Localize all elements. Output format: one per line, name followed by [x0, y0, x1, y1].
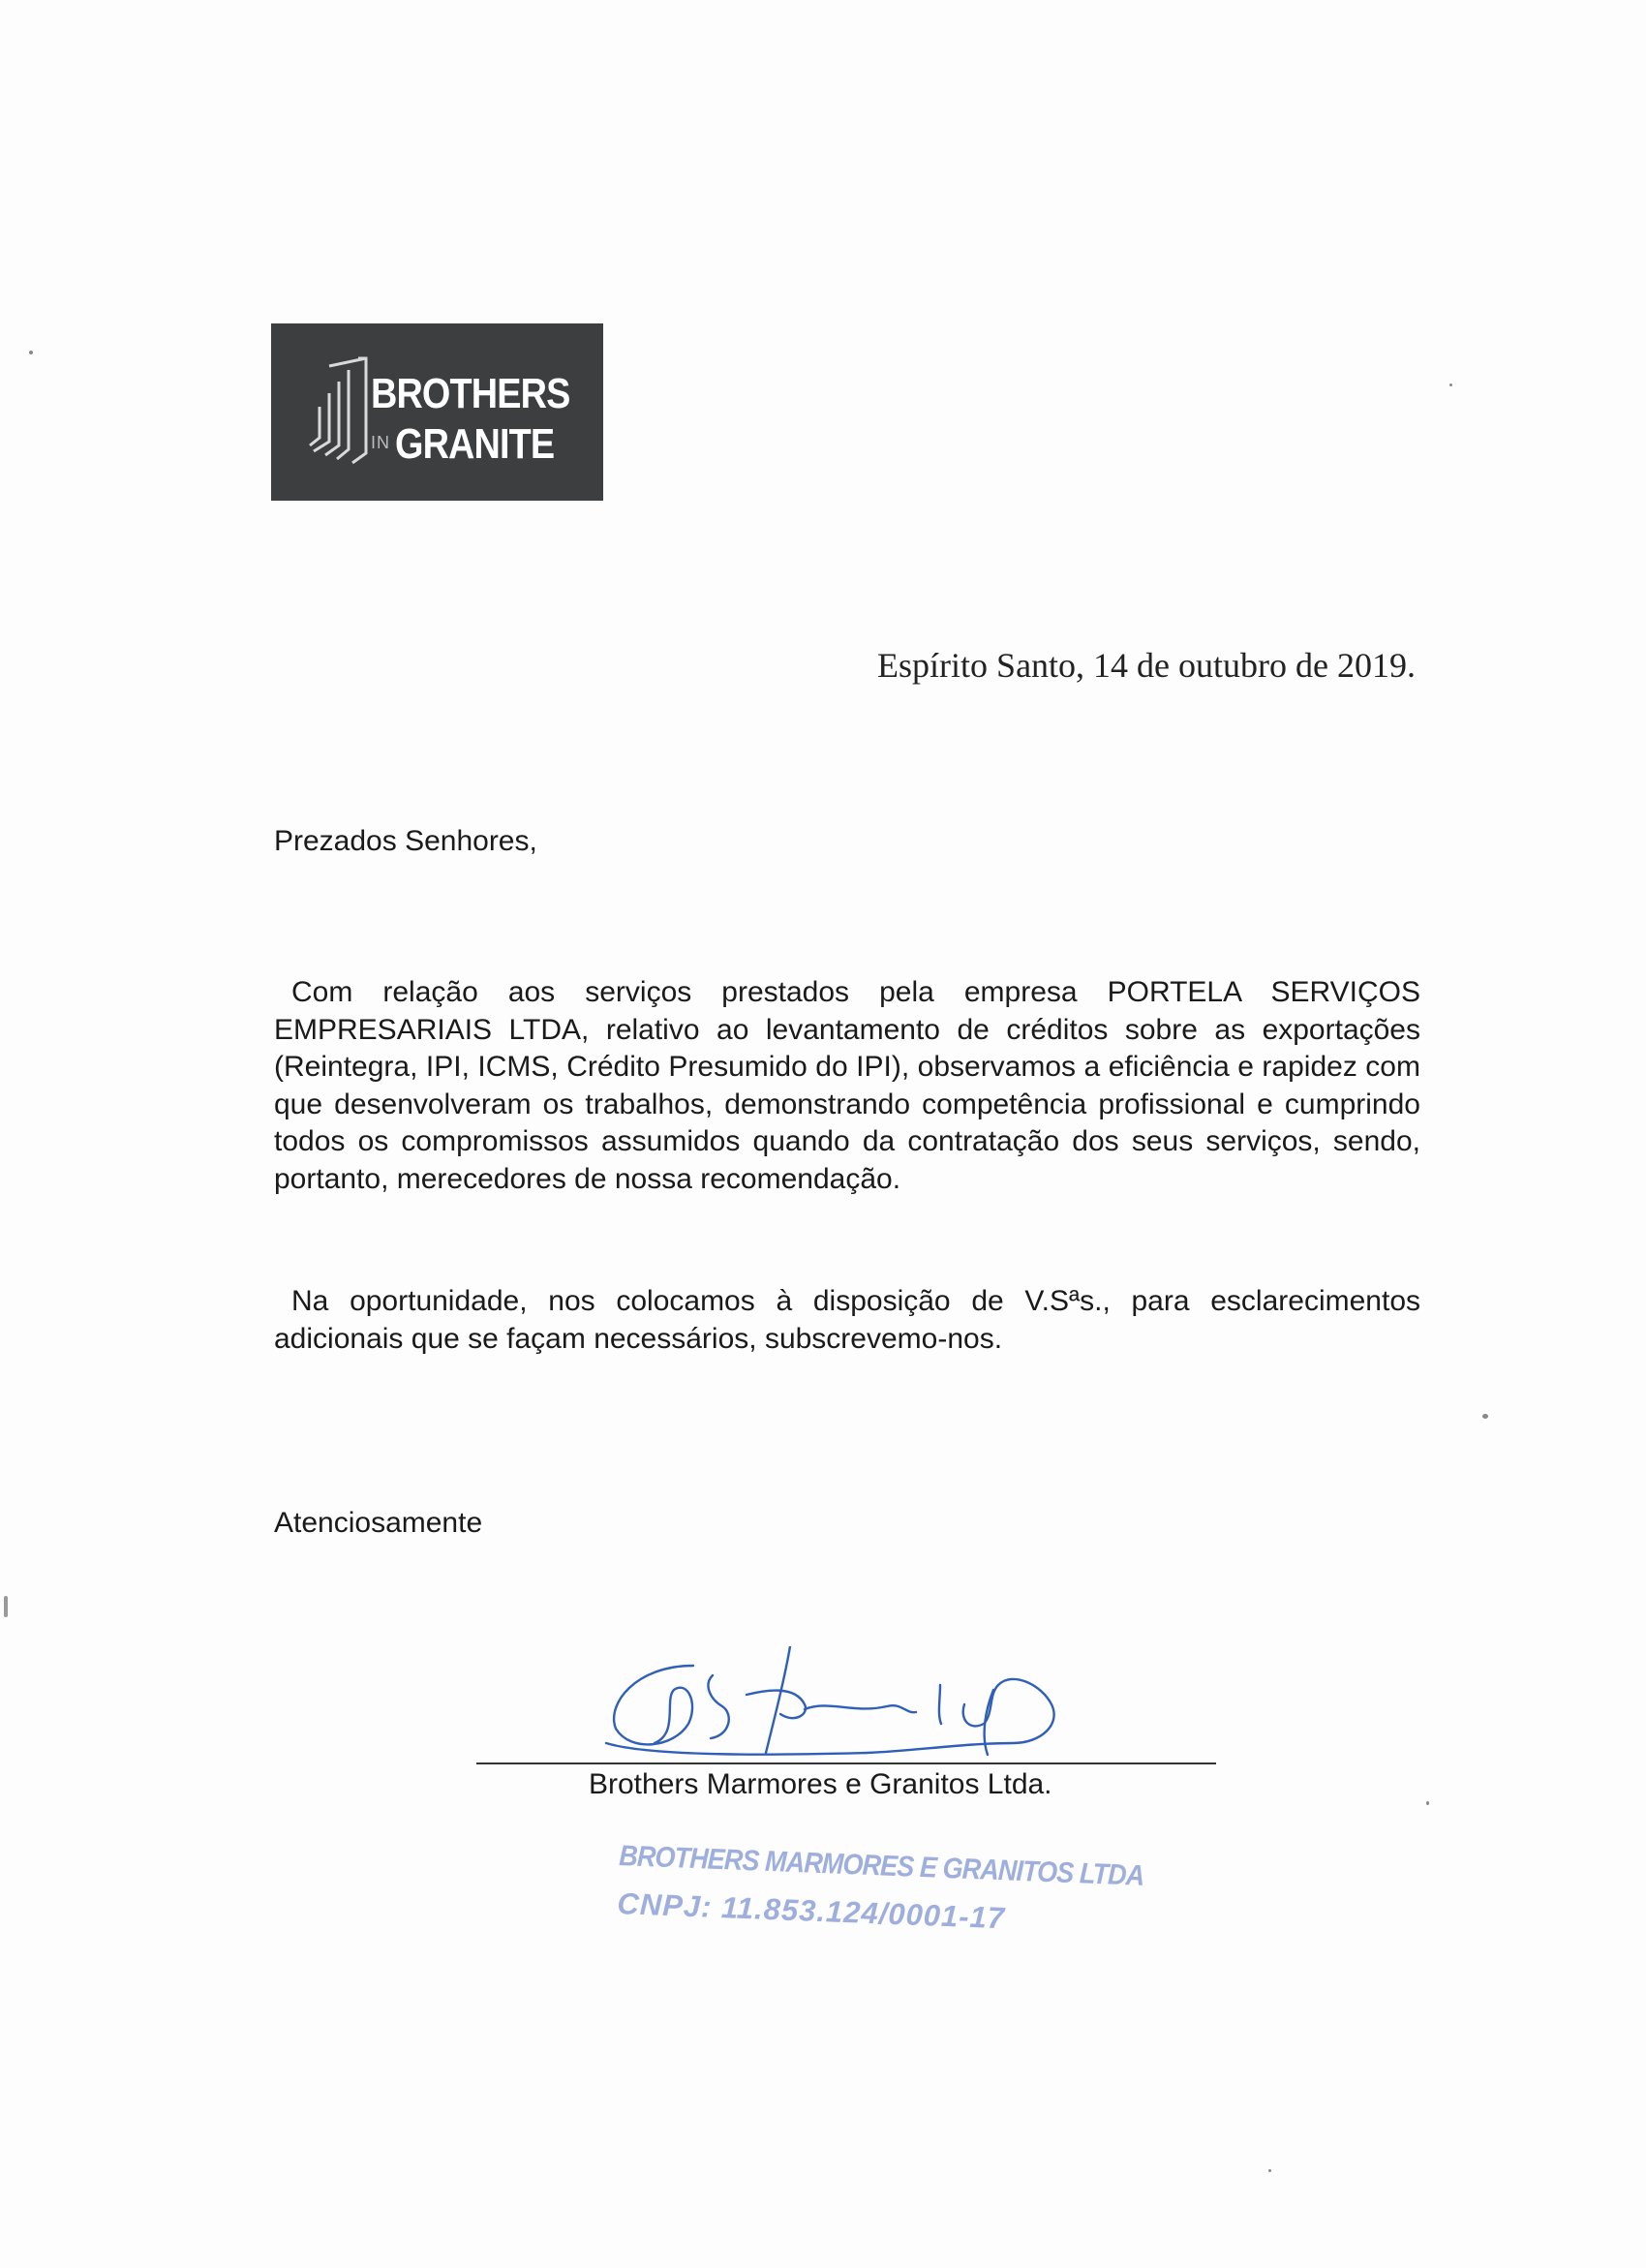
paragraph-2-text: Na oportunidade, nos colocamos à disposição de V.Sªs., para esclarecimentos adicionais que se façam necessários, subscrevemo-nos.: [274, 1285, 1420, 1355]
company-logo: [271, 323, 603, 501]
body-paragraph-1: [274, 974, 1420, 1198]
body-paragraph-2: [274, 1283, 1420, 1358]
handwritten-signature: [596, 1646, 1100, 1772]
scan-speck: [1426, 1801, 1429, 1805]
letter-date: Espírito Santo, 14 de outubro de 2019.: [877, 646, 1416, 685]
scan-speck: [29, 351, 33, 354]
scan-speck: [1482, 1414, 1488, 1419]
stamp-company-name: BROTHERS MARMORES E GRANITOS LTDA: [618, 1840, 1144, 1892]
signature-line: [476, 1762, 1216, 1764]
scan-speck: [1449, 383, 1452, 386]
paragraph-1-text: Com relação aos serviços prestados pela empresa PORTELA SERVIÇOS EMPRESARIAIS LTDA, relativo ao levantamento de créditos sobre as exportações (Reintegra, IPI, ICMS, Crédito Presumido do IPI), observamos a eficiência e rapidez com que desenvolveram os trabalhos, demonstrando competência profissional e cumprindo todos os compromissos assumidos quando da contratação dos seus serviços, sendo, portanto, merecedores de nossa recomendação.: [274, 976, 1420, 1195]
logo-brothers-text: BROTHERS: [371, 370, 570, 417]
closing: Atenciosamente: [274, 1507, 483, 1539]
building-columns-icon: [308, 352, 370, 469]
logo-in-text: IN: [371, 433, 390, 452]
scan-speck: [4, 1596, 8, 1617]
scan-speck: [1268, 2169, 1271, 2172]
stamp-cnpj: CNPJ: 11.853.124/0001-17: [616, 1885, 1006, 1936]
logo-granite-text: GRANITE: [395, 420, 555, 468]
signatory-name: Brothers Marmores e Granitos Ltda.: [589, 1768, 1052, 1800]
company-stamp: [615, 1840, 1144, 1976]
salutation: Prezados Senhores,: [274, 825, 537, 857]
